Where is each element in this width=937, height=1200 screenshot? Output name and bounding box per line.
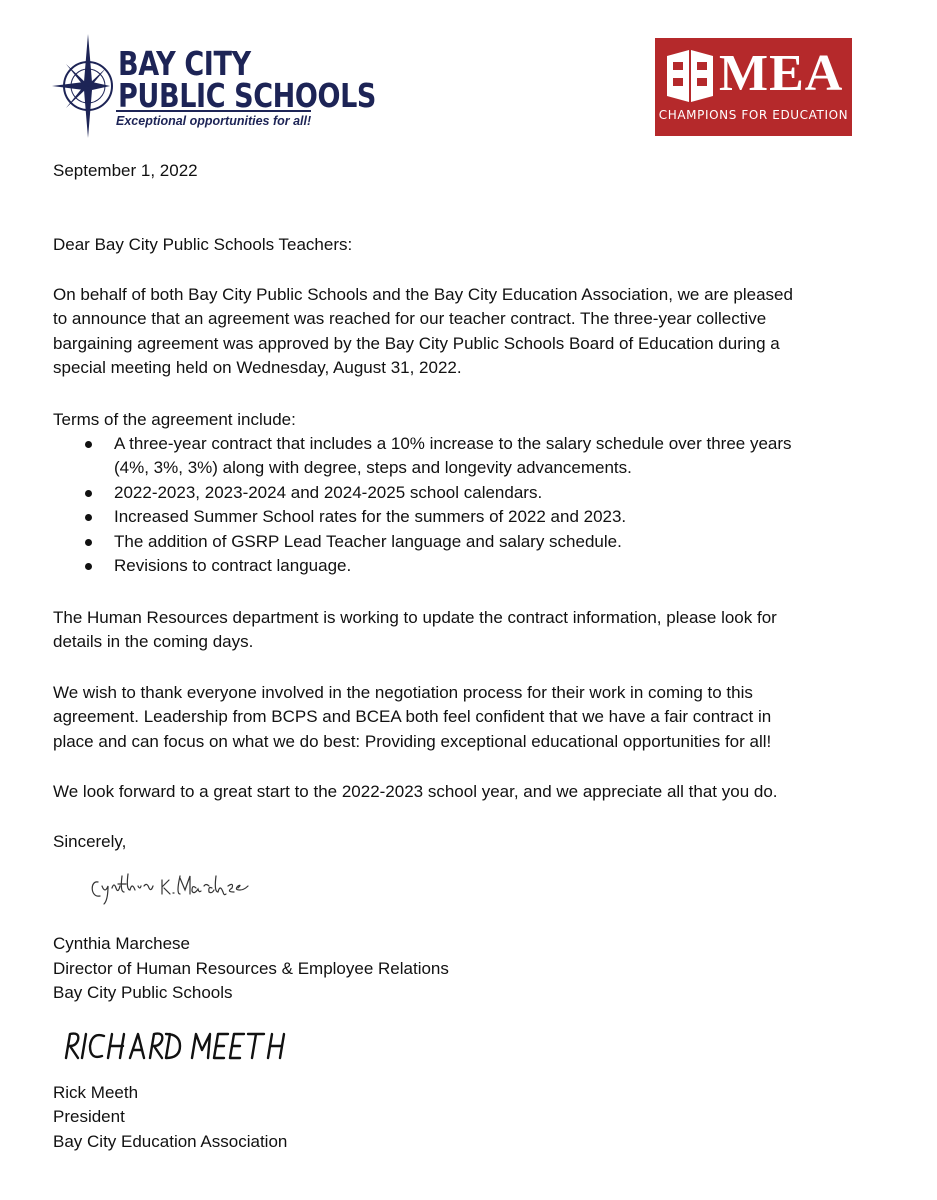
term-text: A three-year contract that includes a 10% increase to the salary schedule over three years <box>114 434 792 453</box>
signer1-title: Director of Human Resources & Employee Relations <box>53 959 449 978</box>
intro-line: to announce that an agreement was reached for our teacher contract. The three-year collective <box>53 309 767 329</box>
intro-line: bargaining agreement was approved by the Bay City Public Schools Board of Education during a <box>53 333 780 353</box>
signer2-name: Rick Meeth <box>53 1083 139 1102</box>
term-text: Revisions to contract language. <box>114 556 352 576</box>
mea-subtitle: CHAMPIONS FOR EDUCATION <box>658 108 849 122</box>
valediction: Sincerely, <box>53 832 127 851</box>
intro-paragraph <box>53 283 873 381</box>
thanks-line: agreement. Leadership from BCPS and BCEA both feel confident that we have a fair contract in <box>53 707 772 727</box>
mea-logo <box>655 38 852 136</box>
signer1-name: Cynthia Marchese <box>53 934 191 953</box>
term-text: The addition of GSRP Lead Teacher language and salary schedule. <box>114 531 622 551</box>
list-item <box>53 432 883 481</box>
compass-icon <box>52 30 122 138</box>
signer2-org: Bay City Education Association <box>53 1132 288 1151</box>
list-item <box>53 530 883 554</box>
mea-title: MEA <box>719 45 844 102</box>
thanks-line: We wish to thank everyone involved in the negotiation process for their work in coming to this <box>53 683 753 702</box>
signer1-org: Bay City Public Schools <box>53 983 233 1002</box>
terms-heading: Terms of the agreement include: <box>53 410 296 429</box>
term-text: 2022-2023, 2023-2024 and 2024-2025 school calendars. <box>114 482 543 502</box>
signature-richard <box>60 1024 300 1068</box>
bcps-name-line1: BAY CITY <box>118 44 251 83</box>
letter-date: September 1, 2022 <box>53 161 198 180</box>
hr-line: details in the coming days. <box>53 632 254 652</box>
bcps-tagline: Exceptional opportunities for all! <box>116 110 311 128</box>
thanks-paragraph <box>53 681 873 754</box>
thanks-line: place and can focus on what we do best: Providing exceptional educational opportunities for all! <box>53 731 772 751</box>
hr-paragraph <box>53 606 873 655</box>
list-item <box>53 505 883 529</box>
list-item <box>53 554 883 578</box>
bcps-logo <box>52 30 377 138</box>
hr-line: The Human Resources department is working to update the contract information, please look for <box>53 608 777 627</box>
signature-cynthia <box>88 868 258 908</box>
term-text: Increased Summer School rates for the summers of 2022 and 2023. <box>114 507 627 527</box>
intro-line: On behalf of both Bay City Public Schools and the Bay City Education Association, we are pleased <box>53 285 793 304</box>
salutation: Dear Bay City Public Schools Teachers: <box>53 235 353 254</box>
terms-list <box>53 432 883 578</box>
closing-line: We look forward to a great start to the 2022-2023 school year, and we appreciate all that you do. <box>53 782 778 801</box>
list-item <box>53 481 883 505</box>
intro-line: special meeting held on Wednesday, August 31, 2022. <box>53 358 462 378</box>
bcps-name-line2: PUBLIC SCHOOLS <box>118 76 377 115</box>
term-text: (4%, 3%, 3%) along with degree, steps and longevity advancements. <box>114 458 632 478</box>
signer2-title: President <box>53 1107 125 1126</box>
mea-building-icon <box>665 48 715 104</box>
